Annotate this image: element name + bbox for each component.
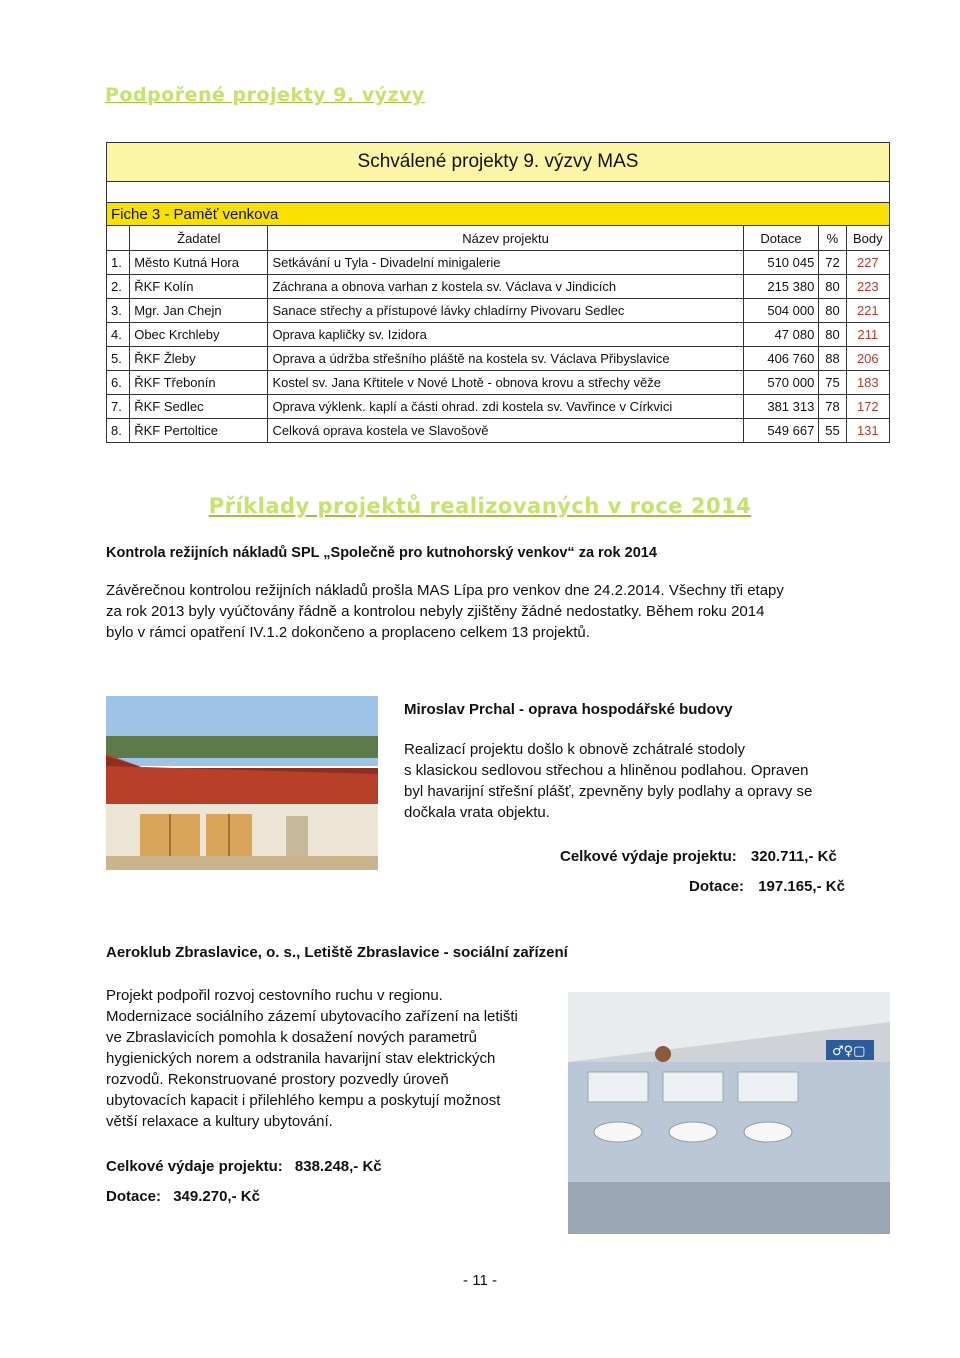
row-applicant: ŘKF Sedlec: [130, 395, 268, 419]
row-project-name: Sanace střechy a přístupové lávky chladírny Pivovaru Sedlec: [268, 299, 743, 323]
row-number: 1.: [107, 251, 130, 275]
control-line: bylo v rámci opatření IV.1.2 dokončeno a proplaceno celkem 13 projektů.: [106, 624, 590, 641]
row-points: 131: [846, 419, 889, 443]
project1-line: s klasickou sedlovou střechou a hliněnou podlahou. Opraven: [404, 762, 809, 779]
barn-photo: [106, 696, 378, 870]
row-applicant: ŘKF Žleby: [130, 347, 268, 371]
row-number: 5.: [107, 347, 130, 371]
header-grant: Dotace: [743, 226, 819, 251]
row-points: 183: [846, 371, 889, 395]
project2-costs: [106, 1158, 382, 1175]
row-pct: 55: [819, 419, 846, 443]
fiche-row: [107, 203, 890, 226]
project1-grant: [689, 878, 845, 895]
row-pct: 78: [819, 395, 846, 419]
row-points: 206: [846, 347, 889, 371]
project1-line: byl havarijní střešní plášť, zpevněny byly podlahy a opravy se: [404, 783, 813, 800]
row-grant: 570 000: [743, 371, 819, 395]
row-project-name: Oprava výklenk. kaplí a části ohrad. zdi kostela sv. Vavřince v Církvici: [268, 395, 743, 419]
row-applicant: Město Kutná Hora: [130, 251, 268, 275]
header-project: Název projektu: [268, 226, 743, 251]
control-line: za rok 2013 byly vyúčtovány řádně a kontrolou nebyly zjištěny žádné nedostatky. Během roku 2014: [106, 603, 765, 620]
approved-projects-table: [106, 142, 890, 443]
table-row: [107, 275, 890, 299]
row-applicant: ŘKF Třebonín: [130, 371, 268, 395]
table-row: [107, 395, 890, 419]
project2-costs-label: Celkové výdaje projektu:: [106, 1158, 283, 1175]
project2-line: Modernizace sociálního zázemí ubytovacího zařízení na letišti: [106, 1008, 518, 1025]
header-points: Body: [846, 226, 889, 251]
row-number: 7.: [107, 395, 130, 419]
row-pct: 72: [819, 251, 846, 275]
row-grant: 406 760: [743, 347, 819, 371]
header-applicant: Žadatel: [130, 226, 268, 251]
table-row: [107, 371, 890, 395]
row-grant: 510 045: [743, 251, 819, 275]
row-applicant: ŘKF Kolín: [130, 275, 268, 299]
row-number: 3.: [107, 299, 130, 323]
row-number: 6.: [107, 371, 130, 395]
project2-line: ubytovacích kapacit i přilehlého kempu a poskytují možnost: [106, 1092, 501, 1109]
row-grant: 47 080: [743, 323, 819, 347]
project1-line: Realizací projektu došlo k obnově zchátralé stodoly: [404, 741, 746, 758]
project2-line: rozvodů. Rekonstruované prostory pozvedly úroveň: [106, 1071, 449, 1088]
section-heading-supported-projects: Podpořené projekty 9. výzvy: [105, 84, 425, 106]
table-row: [107, 299, 890, 323]
control-title: Kontrola režijních nákladů SPL „Společně pro kutnohorský venkov“ za rok 2014: [106, 545, 657, 561]
table-header-row: [107, 226, 890, 251]
row-pct: 88: [819, 347, 846, 371]
row-applicant: Mgr. Jan Chejn: [130, 299, 268, 323]
row-project-name: Oprava kapličky sv. Izidora: [268, 323, 743, 347]
row-applicant: Obec Krchleby: [130, 323, 268, 347]
project2-line: Projekt podpořil rozvoj cestovního ruchu v regionu.: [106, 987, 443, 1004]
table-row: [107, 323, 890, 347]
row-pct: 80: [819, 323, 846, 347]
row-pct: 80: [819, 299, 846, 323]
row-number: 8.: [107, 419, 130, 443]
row-pct: 80: [819, 275, 846, 299]
row-project-name: Oprava a údržba střešního pláště na kostela sv. Václava Přibyslavice: [268, 347, 743, 371]
table-row: [107, 419, 890, 443]
project2-line: hygienických norem a odstranila havarijní stav elektrických: [106, 1050, 496, 1067]
row-applicant: ŘKF Pertoltice: [130, 419, 268, 443]
row-points: 223: [846, 275, 889, 299]
project2-grant-value: 349.270,- Kč: [173, 1188, 260, 1205]
row-number: 4.: [107, 323, 130, 347]
control-paragraph: [106, 580, 866, 643]
project1-grant-label: Dotace:: [689, 878, 745, 895]
table-title-row: [107, 143, 890, 182]
fiche-label: Fiche 3 - Paměť venkova: [107, 203, 890, 226]
row-pct: 75: [819, 371, 846, 395]
project1-title: Miroslav Prchal - oprava hospodářské budovy: [404, 701, 733, 718]
table-title: Schválené projekty 9. výzvy MAS: [107, 143, 890, 182]
washroom-photo: [568, 992, 890, 1234]
project1-grant-value: 197.165,- Kč: [758, 878, 845, 895]
project2-line: větší relaxace a kultury ubytování.: [106, 1113, 333, 1130]
row-points: 172: [846, 395, 889, 419]
table-row: [107, 347, 890, 371]
row-number: 2.: [107, 275, 130, 299]
project1-costs: [560, 848, 837, 865]
table-blank-row: [107, 182, 890, 203]
project1-line: dočkala vrata objektu.: [404, 804, 550, 821]
header-pct: %: [819, 226, 846, 251]
page-number: - 11 -: [463, 1272, 497, 1289]
row-project-name: Kostel sv. Jana Křtitele v Nové Lhotě - obnova krovu a střechy věže: [268, 371, 743, 395]
control-line: Závěrečnou kontrolou režijních nákladů prošla MAS Lípa pro venkov dne 24.2.2014. Všechny tři etapy: [106, 582, 784, 599]
project1-costs-label: Celkové výdaje projektu:: [560, 848, 737, 865]
row-project-name: Setkávání u Tyla - Divadelní minigalerie: [268, 251, 743, 275]
row-grant: 215 380: [743, 275, 819, 299]
project2-grant-label: Dotace:: [106, 1188, 162, 1205]
row-project-name: Záchrana a obnova varhan z kostela sv. Václava v Jindicích: [268, 275, 743, 299]
row-points: 227: [846, 251, 889, 275]
project2-costs-value: 838.248,- Kč: [294, 1158, 382, 1175]
row-project-name: Celková oprava kostela ve Slavošově: [268, 419, 743, 443]
table-row: [107, 251, 890, 275]
project1-description: [404, 739, 852, 823]
svg-text:♂♀▢: ♂♀▢: [832, 1044, 866, 1059]
project2-description: [106, 985, 558, 1132]
row-grant: 549 667: [743, 419, 819, 443]
row-points: 211: [846, 323, 889, 347]
row-grant: 504 000: [743, 299, 819, 323]
project2-line: ve Zbraslavicích pomohla k dosažení nových parametrů: [106, 1029, 478, 1046]
section-heading-examples-2014: Příklady projektů realizovaných v roce 2014: [208, 494, 752, 518]
project2-grant: [106, 1188, 260, 1205]
row-points: 221: [846, 299, 889, 323]
row-grant: 381 313: [743, 395, 819, 419]
project2-title: Aeroklub Zbraslavice, o. s., Letiště Zbraslavice - sociální zařízení: [106, 944, 568, 961]
project1-costs-value: 320.711,- Kč: [750, 848, 837, 865]
